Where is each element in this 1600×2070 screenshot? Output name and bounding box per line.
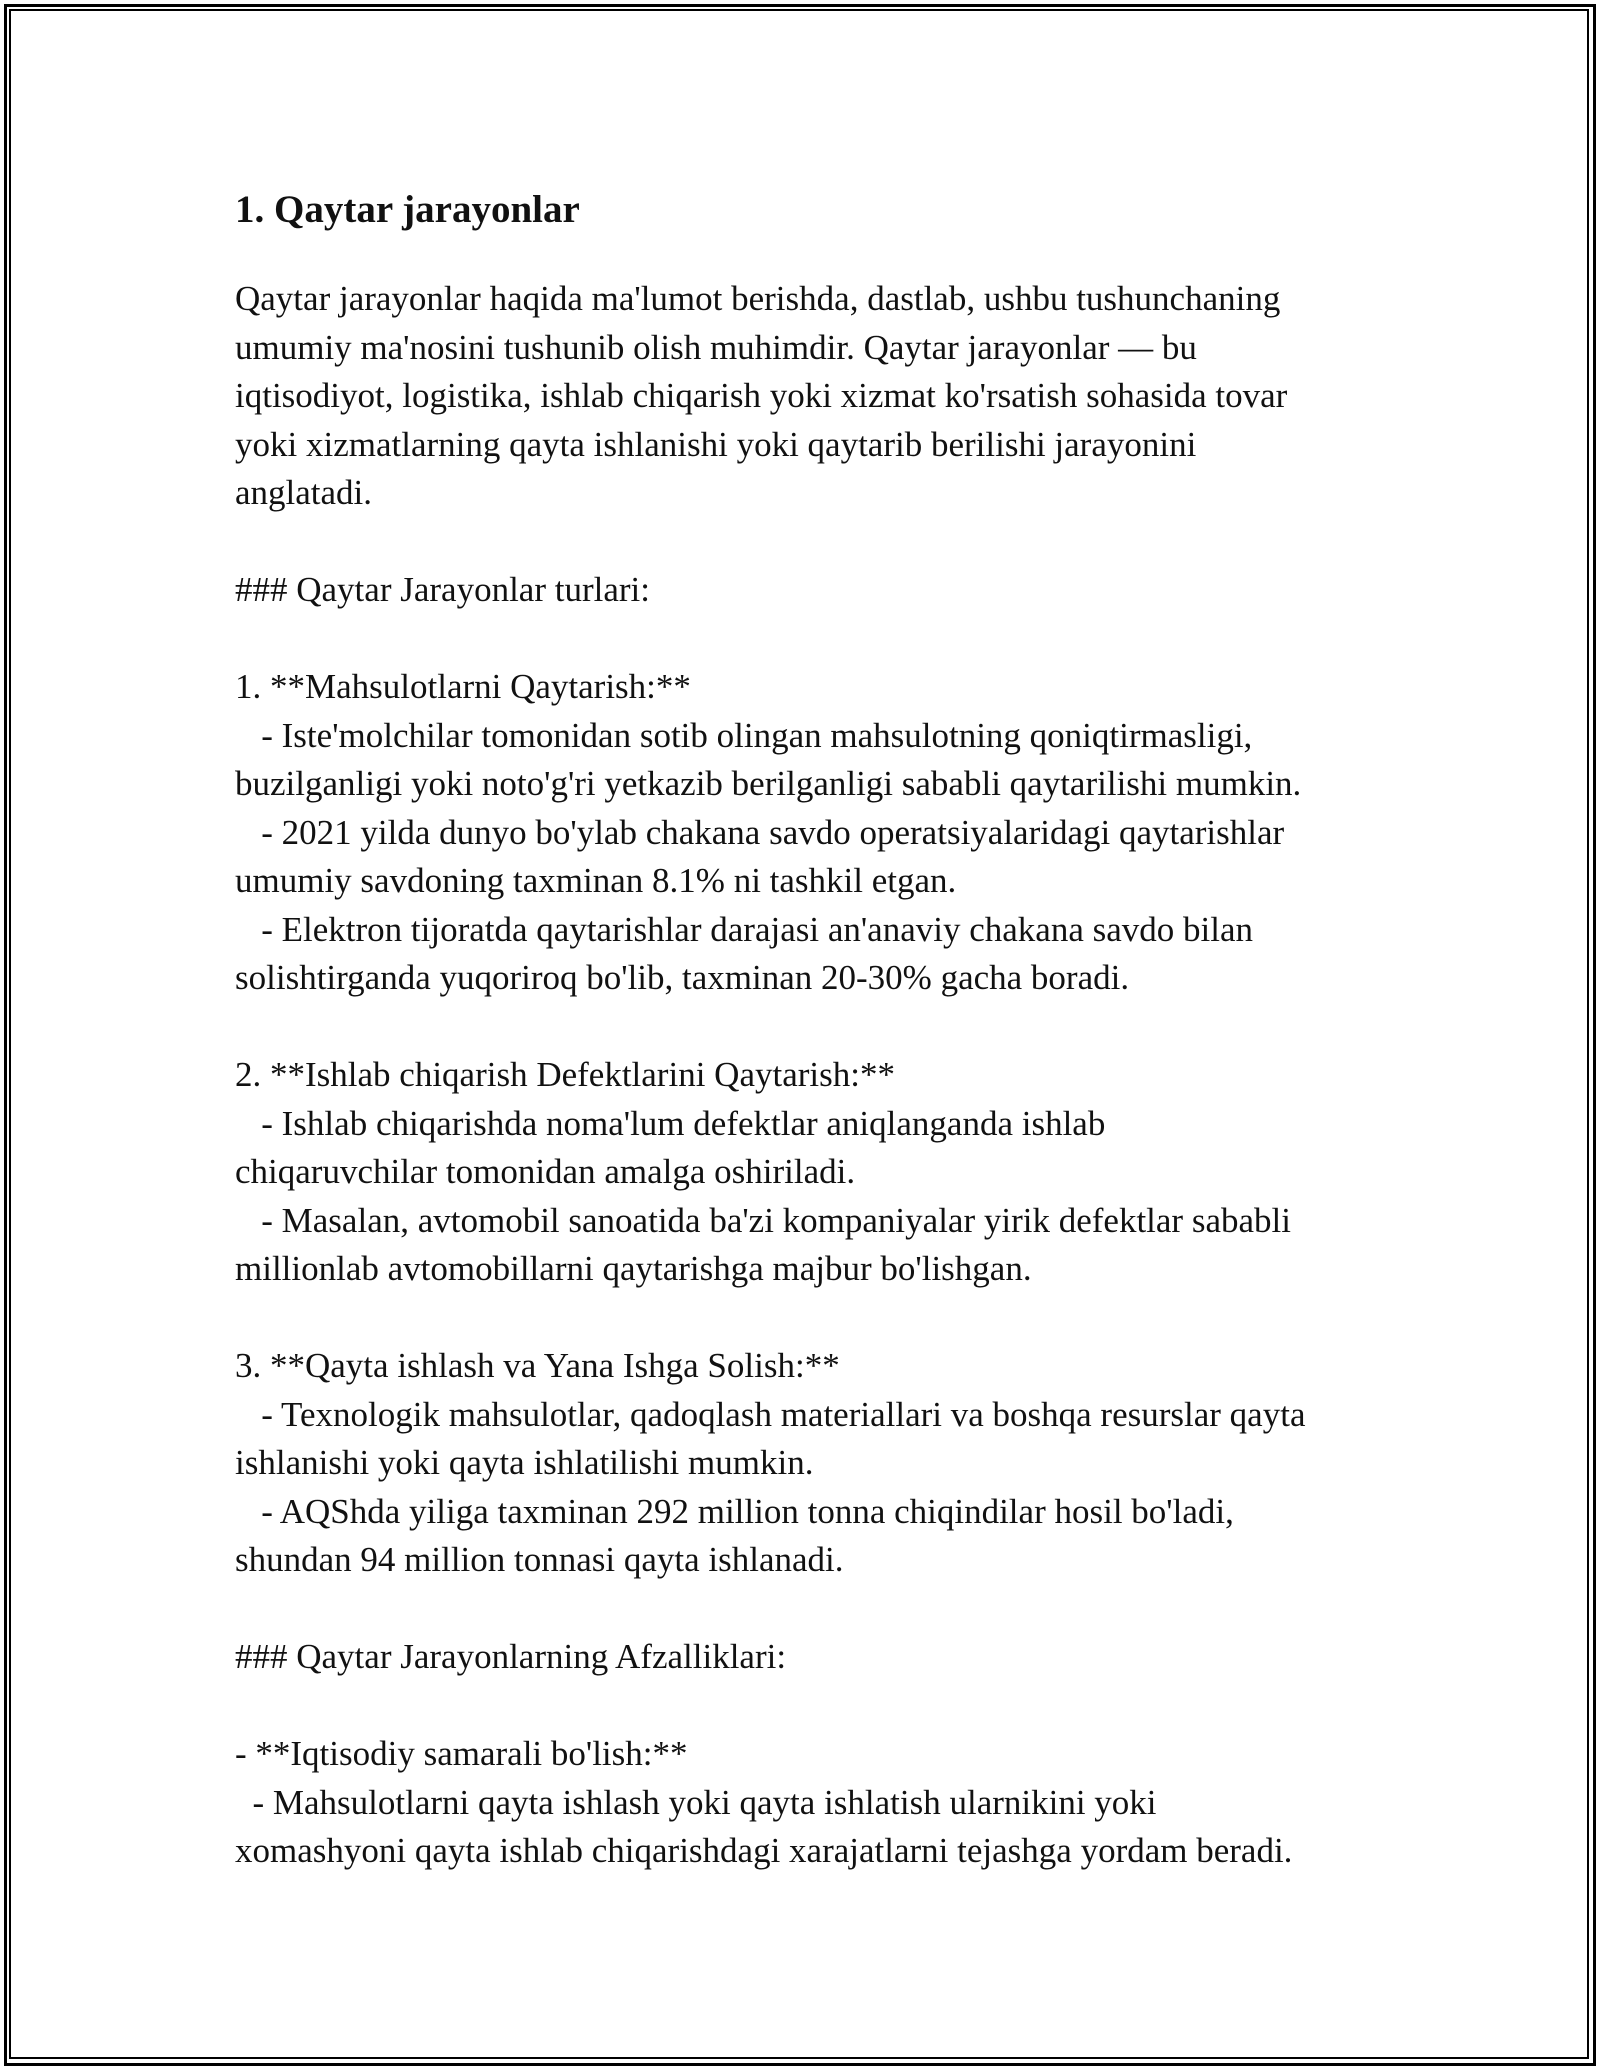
list-item-heading: - **Iqtisodiy samarali bo'lish:** xyxy=(235,1734,688,1773)
document-body xyxy=(235,185,1385,1876)
spacer xyxy=(235,615,1385,664)
list-item-line: umumiy savdoning taxminan 8.1% ni tashkil etgan. xyxy=(235,861,957,900)
list-item-line: buzilganligi yoki noto'g'ri yetkazib berilganligi sababli qaytarilishi mumkin. xyxy=(235,764,1302,803)
list-item-line: - Texnologik mahsulotlar, qadoqlash materiallari va boshqa resurslar qayta xyxy=(235,1394,1306,1434)
list-item-line: ishlanishi yoki qayta ishlatilishi mumkin. xyxy=(235,1443,814,1482)
list-item-line: - Ishlab chiqarishda noma'lum defektlar aniqlanganda ishlab xyxy=(235,1103,1106,1143)
list-item-line: - AQShda yiliga taxminan 292 million tonna chiqindilar hosil bo'ladi, xyxy=(235,1491,1234,1531)
spacer xyxy=(235,518,1385,567)
intro-line: anglatadi. xyxy=(235,473,373,512)
list-item-recycling xyxy=(235,1342,1385,1585)
list-item-line: - Iste'molchilar tomonidan sotib olingan mahsulotning qoniqtirmasligi, xyxy=(235,715,1253,755)
list-item-line: - Masalan, avtomobil sanoatida ba'zi kompaniyalar yirik defektlar sababli xyxy=(235,1200,1291,1240)
spacer xyxy=(235,1003,1385,1052)
spacer xyxy=(235,1585,1385,1634)
spacer xyxy=(235,1294,1385,1343)
list-item-line: - Elektron tijoratda qaytarishlar darajasi an'anaviy chakana savdo bilan xyxy=(235,909,1253,949)
list-item-line: chiqaruvchilar tomonidan amalga oshiriladi. xyxy=(235,1152,856,1191)
list-item-heading: 2. **Ishlab chiqarish Defektlarini Qaytarish:** xyxy=(235,1055,895,1094)
spacer xyxy=(235,1682,1385,1731)
benefits-heading: ### Qaytar Jarayonlarning Afzalliklari: xyxy=(235,1637,787,1676)
list-item-economic-benefit xyxy=(235,1730,1385,1876)
intro-paragraph xyxy=(235,275,1385,518)
intro-line: umumiy ma'nosini tushunib olish muhimdir. Qaytar jarayonlar — bu xyxy=(235,327,1197,367)
list-item-line: - 2021 yilda dunyo bo'ylab chakana savdo operatsiyalaridagi qaytarishlar xyxy=(235,812,1285,852)
intro-line: iqtisodiyot, logistika, ishlab chiqarish yoki xizmat ko'rsatish sohasida tovar xyxy=(235,376,1288,415)
list-item-line: millionlab avtomobillarni qaytarishga majbur bo'lishgan. xyxy=(235,1249,1032,1288)
list-item-line: xomashyoni qayta ishlab chiqarishdagi xarajatlarni tejashga yordam beradi. xyxy=(235,1831,1293,1870)
document-title: 1. Qaytar jarayonlar xyxy=(235,188,580,231)
list-item-line: solishtirganda yuqoriroq bo'lib, taxminan 20-30% gacha boradi. xyxy=(235,958,1130,997)
list-item-defect-returns xyxy=(235,1051,1385,1294)
list-item-product-returns xyxy=(235,663,1385,1003)
list-item-line: - Mahsulotlarni qayta ishlash yoki qayta ishlatish ularnikini yoki xyxy=(235,1782,1157,1822)
types-heading: ### Qaytar Jarayonlar turlari: xyxy=(235,570,650,609)
intro-line: yoki xizmatlarning qayta ishlanishi yoki qaytarib berilishi jarayonini xyxy=(235,424,1197,464)
list-item-heading: 3. **Qayta ishlash va Yana Ishga Solish:** xyxy=(235,1346,840,1385)
list-item-heading: 1. **Mahsulotlarni Qaytarish:** xyxy=(235,667,691,706)
intro-line: Qaytar jarayonlar haqida ma'lumot berishda, dastlab, ushbu tushunchaning xyxy=(235,279,1281,318)
list-item-line: shundan 94 million tonnasi qayta ishlanadi. xyxy=(235,1540,844,1579)
